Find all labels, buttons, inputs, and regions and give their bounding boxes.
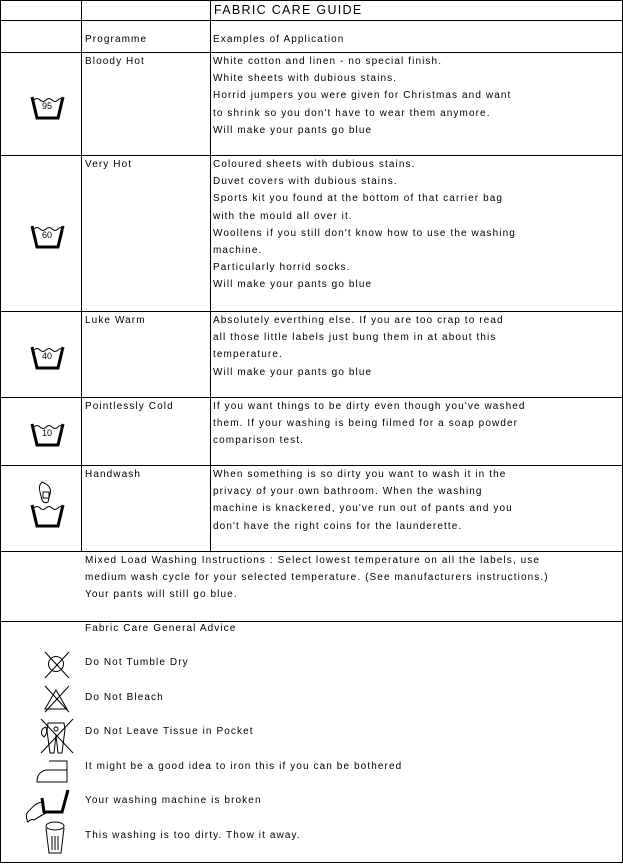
example-line: all those little labels just bung them in at about this xyxy=(213,332,497,344)
temperature-label: 40 xyxy=(41,351,53,361)
example-line: Woollens if you still don't know how to use the washing xyxy=(213,227,516,239)
example-line: temperature. xyxy=(213,349,283,361)
wash-tub-10-icon xyxy=(28,421,68,447)
advice-label: Do Not Leave Tissue in Pocket xyxy=(85,726,254,737)
example-line: Duvet covers with dubious stains. xyxy=(213,176,398,188)
example-line: machine. xyxy=(213,244,263,256)
example-line: Sports kit you found at the bottom of that carrier bag xyxy=(213,193,504,205)
example-line: If you want things to be dirty even though you've washed xyxy=(213,401,526,412)
programme-examples xyxy=(213,398,526,450)
example-line: with the mould all over it. xyxy=(213,210,353,222)
divider xyxy=(81,0,82,552)
header-programme: Programme xyxy=(85,34,148,45)
example-line: White sheets with dubious stains. xyxy=(213,73,398,85)
example-line: privacy of your own bathroom. When the washing xyxy=(213,486,483,498)
handwash-icon xyxy=(28,480,68,530)
example-line: Horrid jumpers you were given for Christmas and want xyxy=(213,90,512,102)
do-not-bleach-icon xyxy=(40,684,72,714)
programme-name: Luke Warm xyxy=(85,315,146,326)
example-line: Coloured sheets with dubious stains. xyxy=(213,159,416,170)
advice-label: Do Not Tumble Dry xyxy=(85,657,189,668)
example-line: to shrink so you don't have to wear them anymore. xyxy=(213,107,491,119)
example-line: Will make your pants go blue xyxy=(213,279,373,291)
header-examples: Examples of Application xyxy=(213,34,345,45)
example-line: Absolutely everthing else. If you are too crap to read xyxy=(213,315,504,326)
programme-name: Pointlessly Cold xyxy=(85,401,174,412)
do-not-tumble-dry-icon xyxy=(40,650,72,680)
advice-label: Your washing machine is broken xyxy=(85,795,262,806)
programme-name: Handwash xyxy=(85,469,142,480)
bin-icon xyxy=(42,820,68,856)
programme-examples xyxy=(213,466,513,535)
page-title: FABRIC CARE GUIDE xyxy=(214,3,363,17)
divider xyxy=(210,0,211,552)
divider xyxy=(0,862,622,863)
iron-icon xyxy=(34,758,72,784)
programme-name: Very Hot xyxy=(85,159,133,170)
temperature-label: 95 xyxy=(41,100,53,111)
divider xyxy=(0,0,1,863)
example-line: Will make your pants go blue xyxy=(213,366,373,378)
example-line: them. If your washing is being filmed for a soap powder xyxy=(213,418,519,430)
mixed-line: medium wash cycle for your selected temperature. (See manufacturers instructions.) xyxy=(85,572,549,584)
advice-label: This washing is too dirty. Thow it away. xyxy=(85,830,301,841)
tissue-in-pocket-icon xyxy=(38,717,74,755)
example-line: don't have the right coins for the launderette. xyxy=(213,520,463,532)
advice-heading: Fabric Care General Advice xyxy=(85,623,237,634)
example-line: machine is knackered, you've run out of pants and you xyxy=(213,503,513,515)
programme-name: Bloody Hot xyxy=(85,56,145,67)
example-line: Particularly horrid socks. xyxy=(213,262,351,274)
divider xyxy=(0,20,622,21)
example-line: comparison test. xyxy=(213,435,304,447)
mixed-line: Mixed Load Washing Instructions : Select lowest temperature on all the labels, use xyxy=(85,555,541,566)
mixed-load-instructions xyxy=(85,552,549,604)
example-line: White cotton and linen - no special finish. xyxy=(213,56,443,67)
temperature-label: 60 xyxy=(41,230,53,240)
advice-label: Do Not Bleach xyxy=(85,692,164,703)
wash-tub-95-icon xyxy=(28,94,68,120)
programme-examples xyxy=(213,156,516,294)
example-line: Will make your pants go blue xyxy=(213,124,373,136)
mixed-line: Your pants will still go blue. xyxy=(85,589,238,601)
programme-examples xyxy=(213,53,511,139)
example-line: When something is so dirty you want to wash it in the xyxy=(213,469,507,480)
programme-examples xyxy=(213,312,504,381)
advice-label: It might be a good idea to iron this if you can be bothered xyxy=(85,761,403,772)
wash-tub-60-icon xyxy=(28,223,68,249)
wash-tub-40-icon xyxy=(28,344,68,370)
temperature-label: 10 xyxy=(41,428,53,438)
